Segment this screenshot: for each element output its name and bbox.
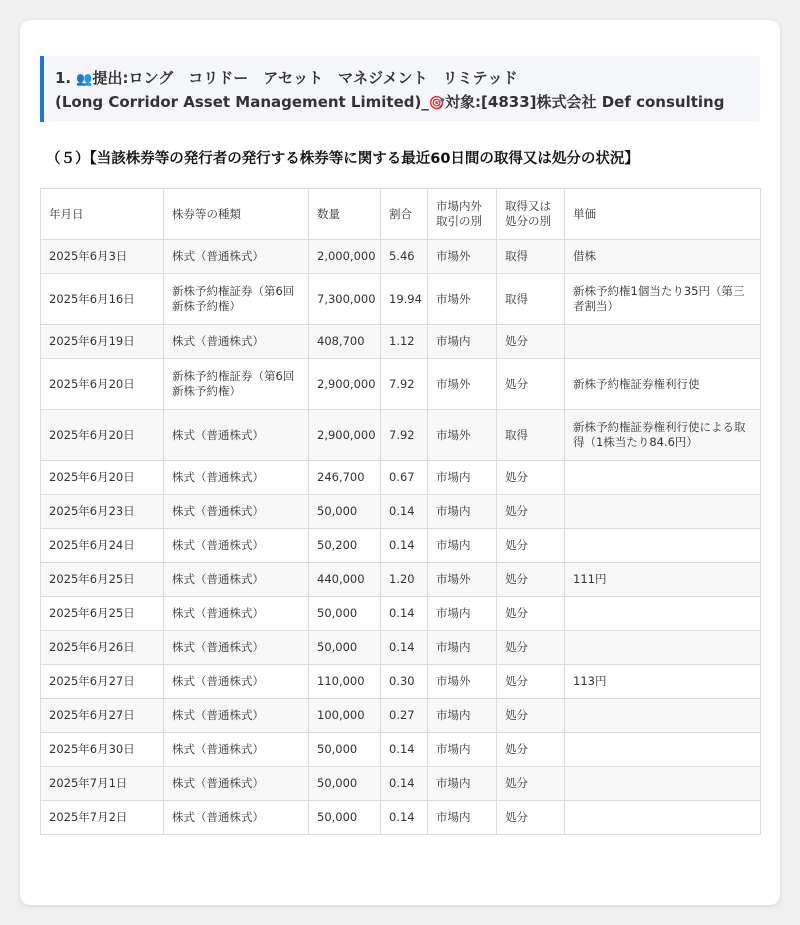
cell-market: 市場外 (428, 410, 497, 461)
cell-market: 市場内 (428, 597, 497, 631)
cell-security-type: 株式（普通株式） (164, 325, 309, 359)
table-row (41, 325, 761, 359)
cell-date: 2025年6月26日 (41, 631, 164, 665)
cell-market: 市場内 (428, 461, 497, 495)
cell-market: 市場内 (428, 801, 497, 835)
table-row (41, 359, 761, 410)
table-row (41, 529, 761, 563)
cell-date: 2025年6月16日 (41, 274, 164, 325)
cell-ratio: 7.92 (381, 359, 428, 410)
column-header: 株券等の種類 (164, 189, 309, 240)
cell-date: 2025年6月27日 (41, 699, 164, 733)
cell-action: 処分 (497, 665, 565, 699)
cell-ratio: 19.94 (381, 274, 428, 325)
cell-action: 処分 (497, 631, 565, 665)
cell-market: 市場外 (428, 359, 497, 410)
cell-action: 処分 (497, 359, 565, 410)
cell-action: 処分 (497, 495, 565, 529)
cell-security-type: 株式（普通株式） (164, 563, 309, 597)
cell-quantity: 246,700 (309, 461, 381, 495)
table-body (41, 240, 761, 835)
cell-ratio: 1.12 (381, 325, 428, 359)
cell-unit-price: 113円 (565, 665, 761, 699)
cell-unit-price (565, 529, 761, 563)
table-row (41, 665, 761, 699)
cell-action: 処分 (497, 767, 565, 801)
cell-security-type: 株式（普通株式） (164, 733, 309, 767)
cell-action: 取得 (497, 410, 565, 461)
cell-quantity: 110,000 (309, 665, 381, 699)
cell-unit-price (565, 733, 761, 767)
document-card (20, 20, 780, 905)
cell-unit-price (565, 597, 761, 631)
cell-ratio: 0.14 (381, 631, 428, 665)
cell-market: 市場内 (428, 699, 497, 733)
cell-security-type: 新株予約権証券（第6回新株予約権） (164, 359, 309, 410)
cell-market: 市場外 (428, 274, 497, 325)
cell-action: 処分 (497, 563, 565, 597)
column-header: 割合 (381, 189, 428, 240)
cell-quantity: 2,900,000 (309, 410, 381, 461)
target-icon: 🎯 (428, 96, 446, 111)
cell-ratio: 0.14 (381, 733, 428, 767)
section-title: （５）【当該株券等の発行者の発行する株券等に関する最近60日間の取得又は処分の状況】 (46, 151, 639, 167)
cell-quantity: 408,700 (309, 325, 381, 359)
cell-quantity: 50,000 (309, 495, 381, 529)
cell-security-type: 株式（普通株式） (164, 801, 309, 835)
cell-quantity: 50,200 (309, 529, 381, 563)
cell-action: 取得 (497, 274, 565, 325)
cell-quantity: 50,000 (309, 767, 381, 801)
cell-security-type: 株式（普通株式） (164, 767, 309, 801)
cell-ratio: 0.14 (381, 597, 428, 631)
table-row (41, 801, 761, 835)
column-header: 市場内外取引の別 (428, 189, 497, 240)
cell-market: 市場内 (428, 325, 497, 359)
cell-unit-price: 新株予約権証券権利行使 (565, 359, 761, 410)
table-header-row (41, 189, 761, 240)
cell-ratio: 0.14 (381, 767, 428, 801)
cell-market: 市場内 (428, 631, 497, 665)
cell-quantity: 50,000 (309, 801, 381, 835)
cell-security-type: 株式（普通株式） (164, 597, 309, 631)
cell-action: 処分 (497, 699, 565, 733)
cell-date: 2025年6月24日 (41, 529, 164, 563)
cell-quantity: 50,000 (309, 631, 381, 665)
cell-unit-price (565, 631, 761, 665)
cell-unit-price (565, 461, 761, 495)
cell-ratio: 5.46 (381, 240, 428, 274)
cell-unit-price (565, 325, 761, 359)
cell-ratio: 0.14 (381, 495, 428, 529)
cell-security-type: 株式（普通株式） (164, 699, 309, 733)
cell-date: 2025年6月20日 (41, 410, 164, 461)
cell-unit-price: 借株 (565, 240, 761, 274)
cell-security-type: 新株予約権証券（第6回新株予約権） (164, 274, 309, 325)
cell-market: 市場内 (428, 733, 497, 767)
cell-quantity: 2,900,000 (309, 359, 381, 410)
cell-security-type: 株式（普通株式） (164, 631, 309, 665)
cell-unit-price (565, 767, 761, 801)
header-submitter: 提出:ロング コリドー アセット マネジメント リミテッド (92, 69, 518, 87)
header-submitter-en: (Long Corridor Asset Management Limited)_ (55, 93, 429, 111)
table-row (41, 240, 761, 274)
cell-security-type: 株式（普通株式） (164, 410, 309, 461)
cell-market: 市場外 (428, 563, 497, 597)
cell-quantity: 50,000 (309, 597, 381, 631)
cell-ratio: 0.14 (381, 801, 428, 835)
table-row (41, 495, 761, 529)
transactions-table (40, 188, 761, 835)
cell-ratio: 0.30 (381, 665, 428, 699)
cell-market: 市場外 (428, 240, 497, 274)
cell-quantity: 50,000 (309, 733, 381, 767)
cell-date: 2025年6月25日 (41, 597, 164, 631)
cell-action: 処分 (497, 597, 565, 631)
cell-security-type: 株式（普通株式） (164, 665, 309, 699)
cell-unit-price (565, 495, 761, 529)
cell-quantity: 2,000,000 (309, 240, 381, 274)
cell-quantity: 440,000 (309, 563, 381, 597)
cell-security-type: 株式（普通株式） (164, 461, 309, 495)
header-target-line (55, 91, 760, 115)
cell-action: 処分 (497, 733, 565, 767)
cell-quantity: 100,000 (309, 699, 381, 733)
cell-date: 2025年6月20日 (41, 461, 164, 495)
cell-market: 市場内 (428, 529, 497, 563)
cell-ratio: 0.67 (381, 461, 428, 495)
column-header: 年月日 (41, 189, 164, 240)
cell-unit-price (565, 801, 761, 835)
cell-action: 処分 (497, 529, 565, 563)
cell-unit-price: 111円 (565, 563, 761, 597)
cell-quantity: 7,300,000 (309, 274, 381, 325)
cell-date: 2025年6月20日 (41, 359, 164, 410)
cell-ratio: 1.20 (381, 563, 428, 597)
cell-date: 2025年6月30日 (41, 733, 164, 767)
header-target: 対象:[4833]株式会社 Def consulting (445, 93, 725, 111)
table-row (41, 597, 761, 631)
cell-date: 2025年6月3日 (41, 240, 164, 274)
cell-security-type: 株式（普通株式） (164, 495, 309, 529)
table-row (41, 631, 761, 665)
cell-market: 市場内 (428, 495, 497, 529)
cell-action: 取得 (497, 240, 565, 274)
cell-market: 市場外 (428, 665, 497, 699)
table-row (41, 410, 761, 461)
table-row (41, 767, 761, 801)
header-submitter-line (55, 67, 760, 91)
table-row (41, 733, 761, 767)
cell-action: 処分 (497, 801, 565, 835)
cell-date: 2025年7月2日 (41, 801, 164, 835)
cell-ratio: 7.92 (381, 410, 428, 461)
report-header (40, 56, 760, 122)
table-row (41, 699, 761, 733)
cell-action: 処分 (497, 461, 565, 495)
cell-ratio: 0.14 (381, 529, 428, 563)
column-header: 取得又は処分の別 (497, 189, 565, 240)
cell-ratio: 0.27 (381, 699, 428, 733)
header-prefix: 1. (55, 69, 77, 87)
table-row (41, 563, 761, 597)
cell-unit-price: 新株予約権1個当たり35円（第三者割当） (565, 274, 761, 325)
cell-market: 市場内 (428, 767, 497, 801)
cell-date: 2025年6月25日 (41, 563, 164, 597)
column-header: 数量 (309, 189, 381, 240)
cell-security-type: 株式（普通株式） (164, 529, 309, 563)
cell-date: 2025年6月23日 (41, 495, 164, 529)
table-row (41, 461, 761, 495)
cell-date: 2025年6月19日 (41, 325, 164, 359)
table-row (41, 274, 761, 325)
cell-action: 処分 (497, 325, 565, 359)
cell-unit-price: 新株予約権証券権利行使による取得（1株当たり84.6円） (565, 410, 761, 461)
cell-date: 2025年7月1日 (41, 767, 164, 801)
people-icon: 👥 (76, 72, 93, 87)
cell-security-type: 株式（普通株式） (164, 240, 309, 274)
cell-unit-price (565, 699, 761, 733)
column-header: 単価 (565, 189, 761, 240)
cell-date: 2025年6月27日 (41, 665, 164, 699)
